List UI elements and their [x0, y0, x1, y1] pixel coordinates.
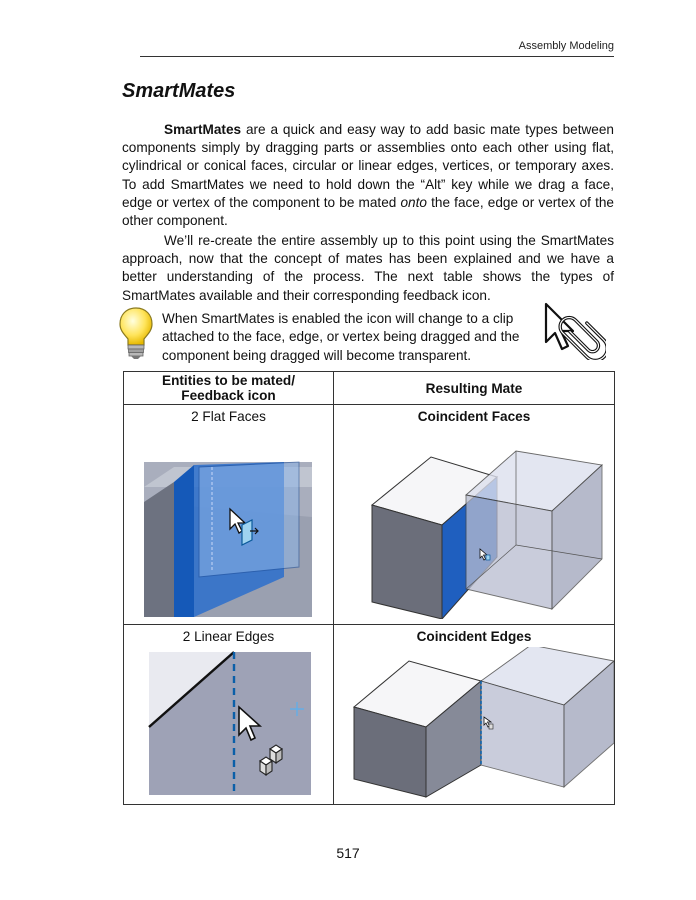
- intro-text-1: are a quick and easy way to add basic mate types between components simply by dragging parts or assemblies onto each other using flat, cylindrical or conical faces, circular or linear edges, vertices, or temporary axes. To add SmartMates we need to hold down the “Alt” key while we drag a face, edge or vertex of the component to be mated: [122, 122, 614, 210]
- page-number: 517: [336, 845, 360, 861]
- tip-text: When SmartMates is enabled the icon will change to a clip attached to the face, edge, or vertex being dragged and the component being dragged will become transparent.: [162, 311, 520, 363]
- running-header: Assembly Modeling: [518, 40, 614, 52]
- entity-label: 2 Linear Edges: [182, 629, 275, 644]
- table-row: [124, 405, 615, 625]
- second-paragraph: [122, 232, 614, 305]
- cell-mate-faces: [334, 405, 615, 625]
- lightbulb-icon: [118, 306, 154, 360]
- mate-label: Coincident Edges: [416, 629, 532, 644]
- coincident-faces-image: [334, 427, 614, 619]
- second-paragraph-text: We’ll re-create the entire assembly up to this point using the SmartMates approach, now that the concept of mates has been explained and we have a better understanding of the process. The next table shows the types of SmartMates available and their corresponding feedback icon.: [122, 233, 614, 303]
- header-rule: [140, 56, 614, 57]
- table-header-row: [124, 372, 615, 405]
- col-header-entities: [124, 372, 334, 405]
- smartmate-clip-cursor-icon: [540, 302, 606, 360]
- col-header-entities-line2: Feedback icon: [181, 388, 276, 403]
- flat-faces-feedback-image: [124, 427, 333, 617]
- col-header-entities-line1: Entities to be mated/: [162, 373, 295, 388]
- cell-entities-faces: [124, 405, 334, 625]
- col-header-resulting-mate: Resulting Mate: [334, 372, 615, 405]
- smartmates-table: [123, 371, 615, 805]
- table-row: [124, 625, 615, 805]
- coincident-edges-image: [334, 647, 614, 799]
- linear-edges-feedback-image: [124, 647, 333, 797]
- cell-mate-edges: [334, 625, 615, 805]
- intro-paragraph: [122, 121, 614, 230]
- intro-term: SmartMates: [164, 122, 242, 137]
- mate-label: Coincident Faces: [417, 409, 531, 424]
- section-title: SmartMates: [122, 80, 236, 102]
- entity-label: 2 Flat Faces: [191, 409, 266, 424]
- intro-emphasis: onto: [400, 194, 427, 210]
- cell-entities-edges: [124, 625, 334, 805]
- intro-text-2: the face, edge or vertex of the other component.: [122, 194, 614, 229]
